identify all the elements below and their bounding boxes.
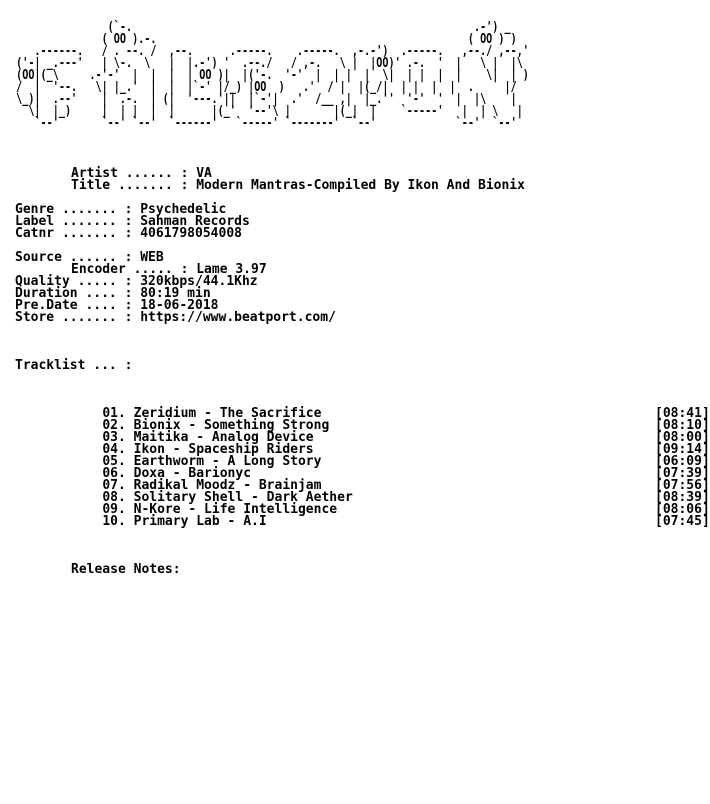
track-duration: [08:10]: [655, 418, 710, 433]
track-title: 07. Radikal Moodz - Brainjam: [102, 478, 322, 493]
info-catnr: Catnr ....... : 4061798054008: [15, 226, 242, 241]
info-predate: Pre.Date .... : 18-06-2018: [15, 298, 219, 313]
track-title: 10. Primary Lab - A.I: [102, 514, 267, 529]
info-duration: Duration .... : 80:19 min: [15, 286, 211, 301]
info-label: Label ....... : Sahman Records: [15, 214, 250, 229]
track-duration: [08:00]: [655, 430, 710, 445]
track-title: 09. N-Kore - Life Intelligence: [102, 502, 338, 517]
track-duration: [07:39]: [655, 466, 710, 481]
info-quality: Quality ..... : 320kbps/44.1Khz: [15, 274, 258, 289]
info-encoder: Encoder ..... : Lame 3.97: [71, 262, 267, 277]
info-genre: Genre ....... : Psychedelic: [15, 202, 227, 217]
track-title: 05. Earthworm - A Long Story: [102, 454, 322, 469]
info-title: Title ....... : Modern Mantras-Compiled By Ikon And Bionix: [71, 178, 525, 193]
track-title: 04. Ikon - Spaceship Riders: [102, 442, 314, 457]
track-duration: [07:45]: [655, 514, 710, 529]
track-duration: [08:39]: [655, 490, 710, 505]
track-duration: [09:14]: [655, 442, 710, 457]
track-duration: [07:56]: [655, 478, 710, 493]
track-title: 02. Bionix - Something Strong: [102, 418, 330, 433]
release-notes-heading: Release Notes:: [71, 562, 181, 577]
track-duration: [06:09]: [655, 454, 710, 469]
track-title: 08. Solitary Shell - Dark Aether: [102, 490, 353, 505]
tracklist-heading: Tracklist ... :: [15, 358, 133, 373]
ascii-logo-art: (`-. .-') _ ( OO ).-. ( OO ) ) .------. / . --. / ,--. .-----. .-----. ,-.-') .-----. ,--./ ,--,' ('-| _.---' | \-. \ | |.-') ' .--./ / ,-. \ | |OO)' .-. ' | \ | |\ (OO|(_\ .-'-' | | | | OO )| |('-. '-' | | | | \| | | | | \| | ) / | '--. \| |_.' | | |`-' |/_) |OO ) .' / | |(_/| | | | | . |/ \_)| .--' | .-. | (| '---.'|| |`-'| .' /__ ,| |_.'' '-' ' | |\ | \| |_) | | | | | |(_' '--'\ | |(_| | `-----' | | \ | `--' `--' `--' `------' `-----' `-------' `--' `--' `--': [16, 20, 529, 131]
track-duration: [08:06]: [655, 502, 710, 517]
info-source: Source ...... : WEB: [15, 250, 164, 265]
track-title: 01. Zeridium - The Sacrifice: [102, 406, 322, 421]
track-row: [71, 396, 710, 421]
track-duration: [08:41]: [655, 406, 710, 421]
info-artist: Artist ...... : VA: [71, 166, 212, 181]
ascii-logo: [10, 22, 675, 130]
track-title: 06. Doxa - Barionyc: [102, 466, 252, 481]
info-store: Store ....... : https://www.beatport.com/: [15, 310, 336, 325]
track-title: 03. Maitika - Analog Device: [102, 430, 314, 445]
